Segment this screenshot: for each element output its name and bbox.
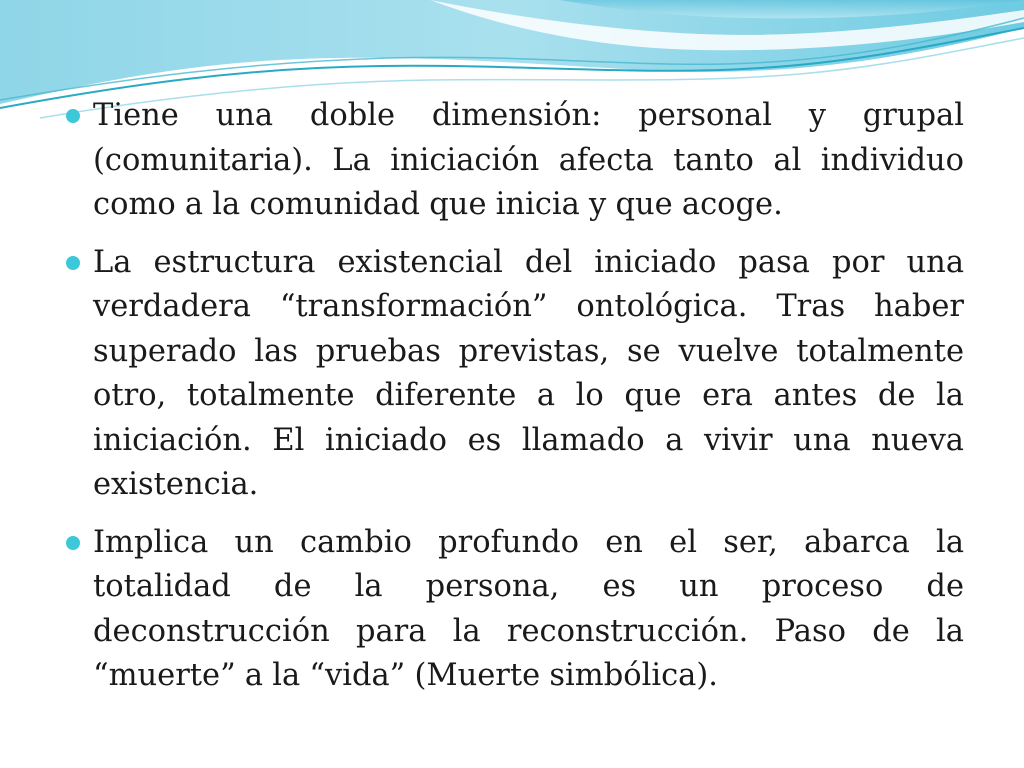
bullet-dot-icon	[66, 536, 80, 550]
bullet-list	[66, 94, 964, 699]
bullet-dot-icon	[66, 109, 80, 123]
bullet-text: Implica un cambio profundo en el ser, abarca la totalidad de la persona, es un proceso de deconstrucción para la reconstrucción. Paso de la “muerte” a la “vida” (Muerte simbólica).	[93, 524, 964, 693]
content-area	[66, 94, 964, 712]
bullet-text: La estructura existencial del iniciado pasa por una verdadera “transformación” ontológica. Tras haber superado las pruebas previstas, se vuelve totalmente otro, totalmente diferente a lo que era antes de la iniciación. El iniciado es llamado a vivir una nueva existencia.	[93, 244, 964, 502]
bullet-dot-icon	[66, 256, 80, 270]
bullet-item	[66, 521, 964, 699]
bullet-text: Tiene una doble dimensión: personal y grupal (comunitaria). La iniciación afecta tanto al individuo como a la comunidad que inicia y que acoge.	[93, 98, 964, 222]
bullet-item	[66, 241, 964, 508]
bullet-item	[66, 94, 964, 228]
